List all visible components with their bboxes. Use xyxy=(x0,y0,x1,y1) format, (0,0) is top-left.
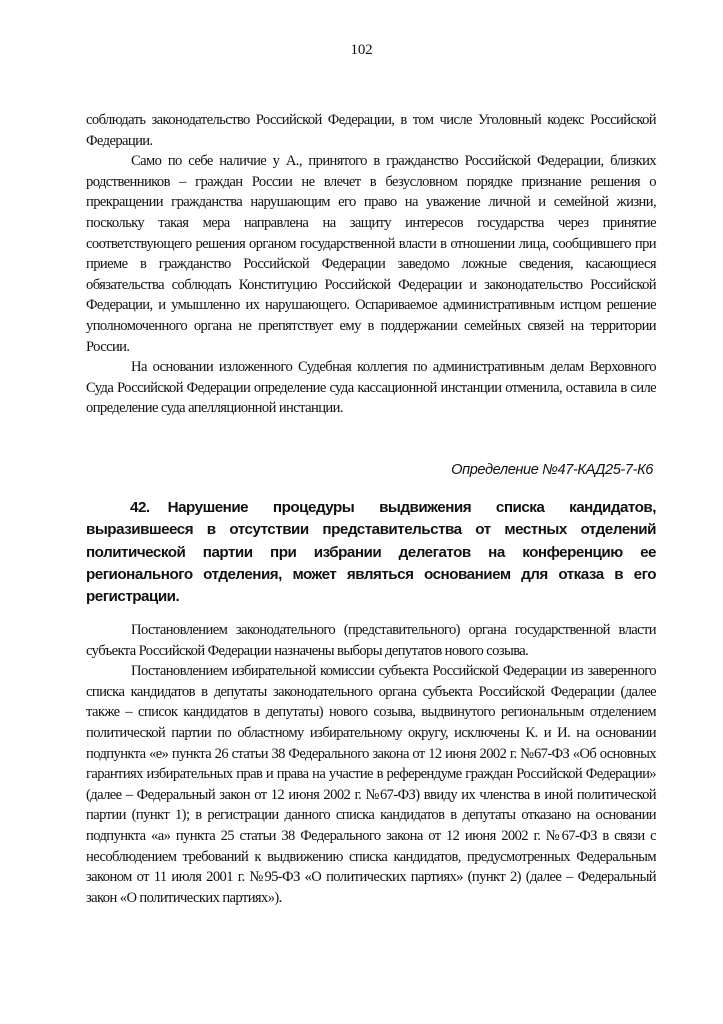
section-heading xyxy=(86,497,656,608)
text-block-bottom xyxy=(86,620,656,908)
section-number: 42. xyxy=(130,499,150,516)
paragraph: Само по себе наличие у А., принятого в гражданство Российской Федерации, близких родственников – граждан России не влечет в безусловном порядке признание решения о прекращении гражданства нарушающим его право на уважение личной и семейной жизни, поскольку такая мера направлена на защиту интересов государства через принятие соответствующего решения органом государственной власти в отношении лица, сообщившего при приеме в гражданство Российской Федерации заведомо ложные сведения, касающиеся обязательства соблюдать Конституцию Российской Федерации и законодательство Российской Федерации, и умышленно их нарушающего. Оспариваемое административным истцом решение уполномоченного органа не препятствует ему в поддержании семейных связей на территории России. xyxy=(86,153,656,355)
paragraph: Постановлением избирательной комиссии субъекта Российской Федерации из заверенного списка кандидатов в депутаты законодательного органа субъекта Российской Федерации (далее также – список кандидатов в депутаты) нового созыва, выдвинутого региональным отделением политической партии по областному избирательному округу, исключены К. и И. на основании подпункта «е» пункта 26 статьи 38 Федерального закона от 12 июня 2002 г. №67-ФЗ «Об основных гарантиях избирательных прав и права на участие в референдуме граждан Российской Федерации» (далее – Федеральный закон от 12 июня 2002 г. №67-ФЗ) ввиду их членства в иной политической партии (пункт 1); в регистрации данного списка кандидатов в депутаты отказано на основании подпункта «а» пункта 25 статьи 38 Федерального закона от 12 июня 2002 г. №67-ФЗ в связи с несоблюдением требований к выдвижению списка кандидатов, предусмотренных Федеральным законом от 11 июля 2001 г. №95-ФЗ «О политических партиях» (пункт 2) (далее – Федеральный закон «О политических партиях»). xyxy=(86,663,656,906)
text-block-top xyxy=(86,110,656,419)
section-heading-text: Нарушение процедуры выдвижения списка кандидатов, выразившееся в отсутствии представительства от местных отделений политической партии при избрании делегатов на конференцию ее регионального отделения, может являться основанием для отказа в его регистрации. xyxy=(86,499,656,606)
paragraph: соблюдать законодательство Российской Федерации, в том числе Уголовный кодекс Российской Федерации. xyxy=(86,112,656,149)
paragraph: На основании изложенного Судебная коллегия по административным делам Верховного Суда Российской Федерации определение суда кассационной инстанции отменила, оставила в силе определение суда апелляционной инстанции. xyxy=(86,359,656,417)
decision-reference: Определение №47-КАД25-7-К6 xyxy=(451,462,653,478)
paragraph: Постановлением законодательного (представительного) органа государственной власти субъекта Российской Федерации назначены выборы депутатов нового созыва. xyxy=(86,622,656,659)
page-number: 102 xyxy=(350,42,373,58)
